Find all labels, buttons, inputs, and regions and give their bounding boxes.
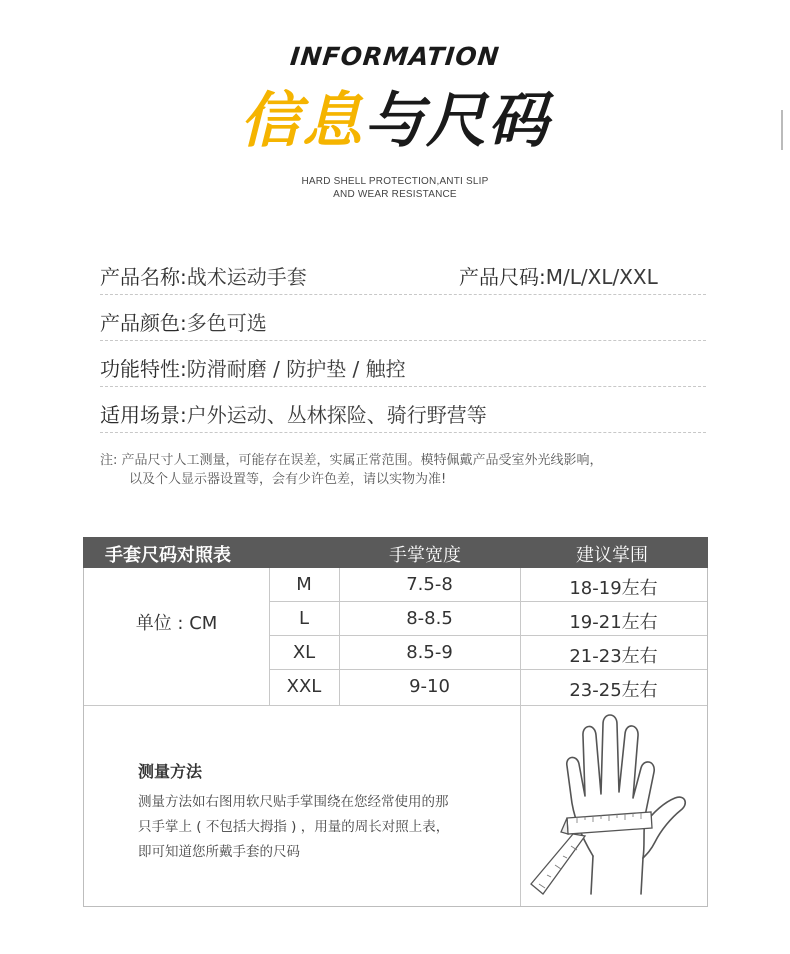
- size-table-header: [83, 537, 708, 568]
- product-size: [459, 261, 658, 290]
- subtitle-en: [0, 175, 790, 201]
- size-table-title: 手套尺码对照表: [105, 545, 231, 566]
- subtitle-line-2: AND WEAR RESISTANCE: [333, 189, 457, 200]
- hand-measuring-tape-icon: [521, 706, 707, 906]
- palm-width-cell: 9-10: [409, 676, 450, 697]
- size-cell: XXL: [286, 676, 322, 697]
- title-en: INFORMATION: [288, 42, 502, 71]
- product-name-value: 战术运动手套: [186, 265, 307, 289]
- product-size-label: 产品尺码:: [459, 265, 546, 289]
- table-divider: [269, 635, 707, 636]
- product-color-label: 产品颜色:: [100, 311, 187, 335]
- method-title: 测量方法: [138, 762, 203, 781]
- method-line-1: 测量方法如右图用软尺贴手掌围绕在您经常使用的那: [138, 794, 449, 810]
- unit-label: 单位 : CM: [135, 613, 218, 634]
- product-feature-label: 功能特性:: [100, 357, 187, 381]
- product-scene-label: 适用场景:: [100, 403, 187, 427]
- product-color-value: 多色可选: [186, 311, 267, 335]
- product-color: [100, 307, 267, 336]
- product-scene: [100, 399, 487, 428]
- method-line-3: 即可知道您所戴手套的尺码: [138, 844, 300, 860]
- girth-cell: 19-21左右: [569, 612, 658, 633]
- size-cell: M: [296, 574, 312, 595]
- table-divider: [269, 669, 707, 670]
- palm-width-cell: 7.5-8: [406, 574, 453, 595]
- product-name-label: 产品名称:: [100, 265, 187, 289]
- product-feature: [100, 353, 406, 382]
- palm-width-cell: 8-8.5: [406, 608, 453, 629]
- title-cn-highlight: 信息: [240, 86, 364, 156]
- product-name: [100, 261, 307, 290]
- info-row-feature: [100, 341, 706, 387]
- girth-cell: 21-23左右: [569, 646, 658, 667]
- size-cell: L: [298, 608, 310, 629]
- product-size-value: M/L/XL/XXL: [545, 265, 658, 289]
- info-row-name-size: [100, 249, 706, 295]
- subtitle-line-1: HARD SHELL PROTECTION,ANTI SLIP: [301, 176, 489, 187]
- info-row-color: [100, 295, 706, 341]
- girth-cell: 23-25左右: [569, 680, 658, 701]
- info-row-scene: [100, 387, 706, 433]
- disclaimer-note: [100, 451, 700, 489]
- col-header-palm-width: 手掌宽度: [389, 545, 461, 566]
- note-line-2: 以及个人显示器设置等，会有少许色差，请以实物为准!: [129, 472, 447, 487]
- table-divider: [269, 601, 707, 602]
- title-cn-rest: 与尺码: [364, 86, 550, 156]
- palm-width-cell: 8.5-9: [406, 642, 453, 663]
- product-feature-value: 防滑耐磨 / 防护垫 / 触控: [186, 357, 406, 381]
- method-description: [138, 790, 498, 865]
- method-line-2: 只手掌上 ( 不包括大拇指 ) ，用量的周长对照上表，: [138, 819, 450, 835]
- title-cn: [0, 86, 790, 156]
- note-line-1: 注: 产品尺寸人工测量，可能存在误差，实属正常范围。模特佩戴产品受室外光线影响，: [100, 453, 603, 468]
- girth-cell: 18-19左右: [569, 578, 658, 599]
- product-scene-value: 户外运动、丛林探险、骑行野营等: [186, 403, 487, 427]
- size-cell: XL: [292, 642, 316, 663]
- col-header-girth: 建议掌围: [576, 545, 648, 566]
- edge-decoration: [781, 110, 790, 150]
